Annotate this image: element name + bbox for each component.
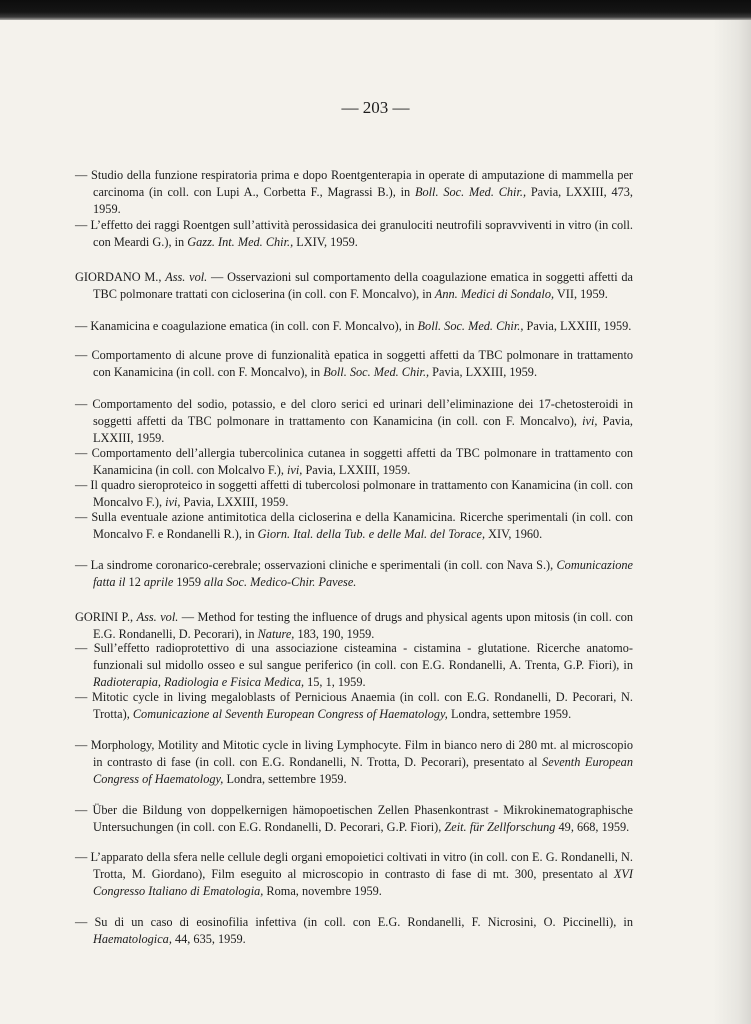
entry-text: Londra, settembre 1959. xyxy=(447,707,572,721)
entry-text: XIV, 1960. xyxy=(485,527,543,541)
entry-lead: — xyxy=(75,803,93,818)
bibliography-entry xyxy=(75,477,633,510)
entry-text: Pavia, LXXIII, 473, 1959. xyxy=(93,185,633,216)
bibliography-entry xyxy=(75,217,633,250)
entry-lead: — xyxy=(75,558,91,573)
entry-text: — Method for testing the influence of drugs and physical agents upon mitosis (in coll. con E.G. Rondanelli, D. Pecorari), in xyxy=(93,610,634,641)
entry-italic-text: Seventh European Congress of Haematology, xyxy=(93,755,633,786)
bibliography-entry xyxy=(75,802,633,835)
bibliography-entry xyxy=(75,347,633,380)
bibliography-entry xyxy=(75,737,633,787)
entry-lead: GIORDANO M., xyxy=(75,270,166,285)
scan-top-edge xyxy=(0,0,751,20)
entry-italic-text: Boll. Soc. Med. Chir., xyxy=(414,185,527,199)
entry-lead: — xyxy=(75,915,95,930)
entry-text: Morphology, Motility and Mitotic cycle in living Lymphocyte. Film in bianco nero di 280 mt. al microscopio in contrasto di fase (in coll. con E.G. Rondanelli, N. Trotta, D. Pecorari), presentato al xyxy=(90,738,634,769)
entry-text: Pavia, LXXIII, 1959. xyxy=(93,414,634,445)
entry-text: Comportamento di alcune prove di funzionalità epatica in soggetti affetti da TBC polmonare in trattamento con Kanamicina (in coll. con F. Moncalvo), in xyxy=(91,348,634,379)
entry-lead: — xyxy=(75,446,92,461)
entry-italic-text: Giorn. Ital. della Tub. e delle Mal. del Torace, xyxy=(257,527,486,541)
entry-text: Roma, novembre 1959. xyxy=(263,883,382,898)
entry-italic-text: Ass. vol. xyxy=(165,270,208,285)
entry-text: 15, 1, 1959. xyxy=(304,674,366,689)
entry-text: Pavia, LXXIII, 1959. xyxy=(302,463,411,477)
entry-text: — Osservazioni sul comportamento della coagulazione ematica in soggetti affetti da TBC polmonare trattati con cicloserina (in coll. con F. Moncalvo), in xyxy=(93,270,634,301)
bibliography-entry xyxy=(75,849,633,899)
entry-text: L’effetto dei raggi Roentgen sull’attività perossidasica dei granulociti neutrofili sopravviventi in vitro (in coll. con Meardi G.), in xyxy=(90,218,633,249)
page-number: — 203 — xyxy=(341,98,410,117)
entry-text: Il quadro sieroproteico in soggetti affetti di tubercolosi polmonare in trattamento con Kanamicina (in coll. con Moncalvo F.), xyxy=(90,478,634,509)
entry-italic-text: Ann. Medici di Sondalo, xyxy=(434,287,555,301)
entry-italic-text: Boll. Soc. Med. Chir., xyxy=(417,319,524,334)
entry-italic-text: XVI Congresso Italiano di Ematologia, xyxy=(93,867,633,898)
entry-italic-text: Comunicazione fatta il xyxy=(93,558,633,589)
entry-text: La sindrome coronarico-cerebrale; osservazioni cliniche e sperimentali (in coll. con Nava S.), xyxy=(90,558,557,573)
entry-text: Studio della funzione respiratoria prima e dopo Roentgenterapia in operate di amputazione di mammella per carcinoma (in coll. con Lupi A., Corbetta F., Magrassi B.), in xyxy=(91,168,634,199)
scan-page-edge-shadow xyxy=(713,20,751,1024)
entry-italic-text: Zeit. für Zellforschung xyxy=(444,820,556,834)
entry-italic-text: Boll. Soc. Med. Chir., xyxy=(323,365,430,379)
bibliography-entry xyxy=(75,167,633,217)
bibliography-entry xyxy=(75,609,633,642)
entry-italic-text: ivi, xyxy=(582,414,598,428)
bibliography-entry xyxy=(75,640,633,690)
bibliography-entry xyxy=(75,269,633,302)
entry-italic-text: Nature, xyxy=(257,627,295,641)
entry-text: Pavia, LXXIII, 1959. xyxy=(429,365,538,379)
entry-text: Pavia, LXXIII, 1959. xyxy=(180,495,289,509)
entry-text: Kanamicina e coagulazione ematica (in coll. con F. Moncalvo), in xyxy=(90,319,418,334)
entry-text: Sull’effetto radioprotettivo di una associazione cisteamina - cistamina - glutatione. Ricerche anatomo- funzionali sul midollo osseo e sul sangue periferico (in coll. con E.G. Rondanelli, A. Trenta, G.P. Fiori), in xyxy=(93,641,633,672)
entry-lead: — xyxy=(75,478,91,493)
entry-lead: — xyxy=(75,641,94,656)
entry-text: 12 xyxy=(125,575,144,589)
entry-lead: — xyxy=(75,690,92,705)
entry-text: Comportamento dell’allergia tubercolinica cutanea in soggetti affetti da TBC polmonare in trattamento con Kanamicina (in coll. con Molcalvo F.), xyxy=(91,446,633,477)
bibliography-entry xyxy=(75,509,633,542)
entry-italic-text: alla Soc. Medico-Chir. Pavese. xyxy=(204,575,357,589)
entry-text: Über die Bildung von doppelkernigen hämopoetischen Zellen Phasenkontrast - Mikrokinematographische Untersuchungen (in coll. con E.G. Rondanelli, D. Pecorari, G.P. Fiori), xyxy=(92,803,634,834)
entry-text: Sulla eventuale azione antimitotica della cicloserina e della Kanamicina. Ricerche sperimentali (in coll. con Moncalvo F. e Rondanelli R.), in xyxy=(91,510,633,541)
bibliography-entry xyxy=(75,914,633,947)
entry-lead: — xyxy=(75,168,92,183)
entry-italic-text: Comunicazione al Seventh European Congress of Haematology, xyxy=(132,707,448,721)
entry-italic-text: aprile xyxy=(143,575,174,589)
bibliography-entry xyxy=(75,557,633,590)
bibliography-entry xyxy=(75,689,633,722)
entry-text: Pavia, LXXIII, 1959. xyxy=(523,319,632,334)
entry-italic-text: ivi, xyxy=(287,463,303,477)
entry-text: 49, 668, 1959. xyxy=(555,820,630,834)
entry-italic-text: Gazz. Int. Med. Chir., xyxy=(187,235,294,249)
entry-italic-text: Radioterapia, Radiologia e Fisica Medica, xyxy=(93,674,305,689)
entry-text: VII, 1959. xyxy=(554,287,608,301)
entry-italic-text: Ass. vol. xyxy=(136,610,179,625)
entry-text: Mitotic cycle in living megaloblasts of Pernicious Anaemia (in coll. con E.G. Rondanelli, D. Pecorari, N. Trotta), xyxy=(91,690,634,721)
entry-lead: — xyxy=(75,510,92,525)
entry-text: L’apparato della sfera nelle cellule degli organi emopoietici coltivati in vitro (in coll. con E. G. Rondanelli, N. Trotta, M. Giordano), Film eseguito al microscopio in contrasto di fase di mt. 300, presentato al xyxy=(90,850,633,881)
entry-text: 44, 635, 1959. xyxy=(171,932,246,946)
entry-lead: — xyxy=(75,738,91,753)
bibliography-entry xyxy=(75,318,633,335)
bibliography-entry xyxy=(75,445,633,478)
entry-lead: — xyxy=(75,348,92,363)
entry-lead: — xyxy=(75,218,91,233)
entry-lead: — xyxy=(75,397,93,412)
bibliography-entry xyxy=(75,396,633,446)
entry-text: 1959 xyxy=(173,575,205,589)
entry-text: Londra, settembre 1959. xyxy=(223,771,347,786)
entry-lead: — xyxy=(75,319,91,334)
entry-lead: — xyxy=(75,850,91,865)
entry-text: LXIV, 1959. xyxy=(293,235,358,249)
entry-text: Comportamento del sodio, potassio, e del cloro serici ed urinari dell’eliminazione dei 17-chetosteroidi in soggetti affetti da TBC polmonare in trattamento con Kanamicina (in coll. con F. Moncalvo), xyxy=(92,397,633,428)
entry-italic-text: Haematologica, xyxy=(93,932,172,946)
entry-text: 183, 190, 1959. xyxy=(294,627,375,641)
entry-italic-text: ivi, xyxy=(165,495,181,509)
entry-text: Su di un caso di eosinofilia infettiva (in coll. con E.G. Rondanelli, F. Nicrosini, O. Piccinelli), in xyxy=(94,915,633,930)
entry-lead: GORINI P., xyxy=(75,610,137,625)
